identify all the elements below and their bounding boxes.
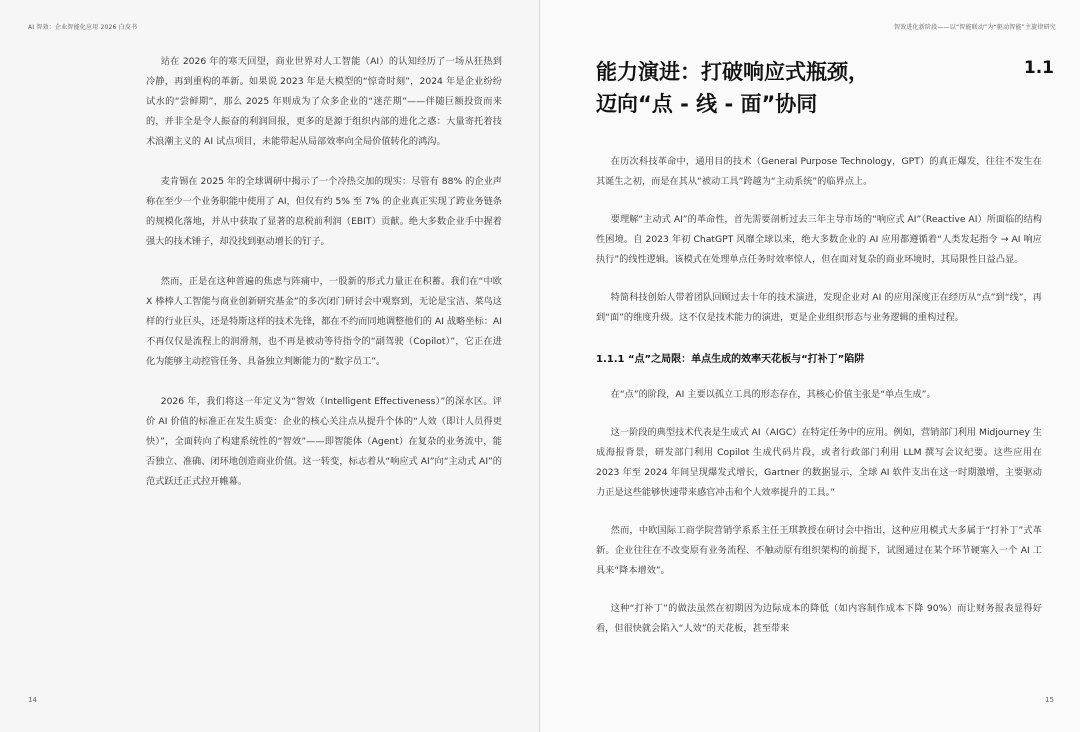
chapter-title-line-2: 迈向“点 - 线 - 面”协同	[596, 92, 818, 116]
left-body-text	[146, 52, 502, 512]
intro-paragraph-1: 在历次科技革命中，通用目的技术（General Purpose Technology，GPT）的真正爆发，往往不发生在其诞生之初，而是在其从“被动工具”跨越为“主动系统”的临界点上。	[596, 156, 1042, 187]
section-paragraph-3: 然而，中欧国际工商学院营销学系系主任王琪教授在研讨会中指出，这种应用模式大多属于“打补丁”式革新。企业往往在不改变原有业务流程、不触动原有组织架构的前提下，试图通过在某个环节硬塞入一个 AI 工具来“降本增效”。	[596, 525, 1042, 576]
left-paragraph-2: 麦肯锡在 2025 年的全球调研中揭示了一个冷热交加的现实：尽管有 88% 的企业声称在至少一个业务职能中使用了 AI，但仅有约 5% 至 7% 的企业真正实现了跨业务链条的规模化落地，并从中获取了显著的息税前利润（EBIT）贡献。绝大多数企业手中握着强大的技术锤子，却没找到驱动增长的钉子。	[146, 176, 502, 247]
chapter-number: 1.1	[1023, 58, 1054, 78]
intro-paragraph-2: 要理解“主动式 AI”的革命性，首先需要剖析过去三年主导市场的“响应式 AI”（Reactive AI）所面临的结构性困境。自 2023 年初 ChatGPT 风靡全球以来，绝大多数企业的 AI 应用都遵循着“人类发起指令 → AI 响应执行”的线性逻辑。该模式在处理单点任务时效率惊人，但在面对复杂的商业环境时，其局限性日益凸显。	[596, 214, 1042, 265]
section-paragraph-1: 在“点”的阶段，AI 主要以孤立工具的形态存在，其核心价值主张是“单点生成”。	[610, 389, 936, 400]
right-page	[540, 0, 1080, 732]
right-page-number: 15	[1045, 696, 1054, 704]
left-running-head: AI 智效：企业智能化应用 2026 白皮书	[28, 24, 138, 31]
left-paragraph-3: 然而，正是在这种普遍的焦虑与阵痛中，一股新的形式力量正在积蓄。我们在“中欧 X 棒棒人工智能与商业创新研究基金”的多次闭门研讨会中观察到，无论是宝洁、菜鸟这样的行业巨头，还是特斯这样的技术先锋，都在不约而同地调整他们的 AI 战略坐标：AI 不再仅仅是流程上的润滑剂，也不再是被动等待指令的“副驾驶（Copilot）”，它正在进化为能够主动控管任务、具备独立判断能力的“数字员工”。	[146, 276, 502, 367]
left-page-number: 14	[28, 696, 37, 704]
chapter-title	[596, 56, 976, 120]
intro-paragraph-3: 特简科技创始人带着团队回顾过去十年的技术演进，发现企业对 AI 的应用深度正在经历从“点”到“线”，再到“面”的维度升级。这不仅是技术能力的演进，更是企业组织形态与业务逻辑的重构过程。	[596, 292, 1042, 323]
left-paragraph-4: 2026 年，我们将这一年定义为“智效（Intelligent Effectiveness）”的深水区。评价 AI 价值的标准正在发生质变：企业的核心关注点从提升个体的“人效（即计人员得更快）”，全面转向了构建系统性的“智效”——即智能体（Agent）在复杂的业务流中，能否独立、准确、闭环地创造商业价值。这一转变，标志着从“响应式 AI”向“主动式 AI”的范式跃迁正式拉开帷幕。	[146, 396, 502, 487]
left-paragraph-1: 站在 2026 年的寒天回望，商业世界对人工智能（AI）的认知经历了一场从狂热到冷静，再到重构的革新。如果说 2023 年是大模型的“惊奇时刻”，2024 年是企业纷纷试水的“尝鲜期”，那么 2025 年则成为了众多企业的“迷茫期”——伴随巨额投资而来的，并非全是令人振奋的利润回报，更多的是源于组织内部的进化之惑：大量寄托着技术浪潮主义的 AI 试点项目，未能带起从局部效率向全局价值转化的鸿沟。	[146, 56, 502, 147]
section-paragraph-4: 这种“打补丁”的做法虽然在初期因为边际成本的降低（如内容制作成本下降 90%）而让财务报表显得好看，但很快就会陷入“人效”的天花板，甚至带来	[596, 603, 1042, 634]
section-heading: 1.1.1 “点”之局限：单点生成的效率天花板与“打补丁”陷阱	[596, 354, 865, 365]
section-paragraph-2: 这一阶段的典型技术代表是生成式 AI（AIGC）在特定任务中的应用。例如，营销部门利用 Midjourney 生成海报背景，研发部门利用 Copilot 生成代码片段，或者行政部门利用 LLM 撰写会议纪要。这些应用在 2023 年至 2024 年间呈现爆发式增长，Gartner 的数据显示，全球 AI 软件支出在这一时期激增，主要驱动力正是这些能够快速带来感官冲击和个人效率提升的工具。”	[596, 427, 1042, 498]
chapter-title-line-1: 能力演进：打破响应式瓶颈，	[596, 60, 869, 84]
right-running-head: 智效进化新阶段——以“智能联动”为“驱动智能”主旋律研究	[893, 24, 1056, 31]
right-body-text	[596, 152, 1042, 657]
